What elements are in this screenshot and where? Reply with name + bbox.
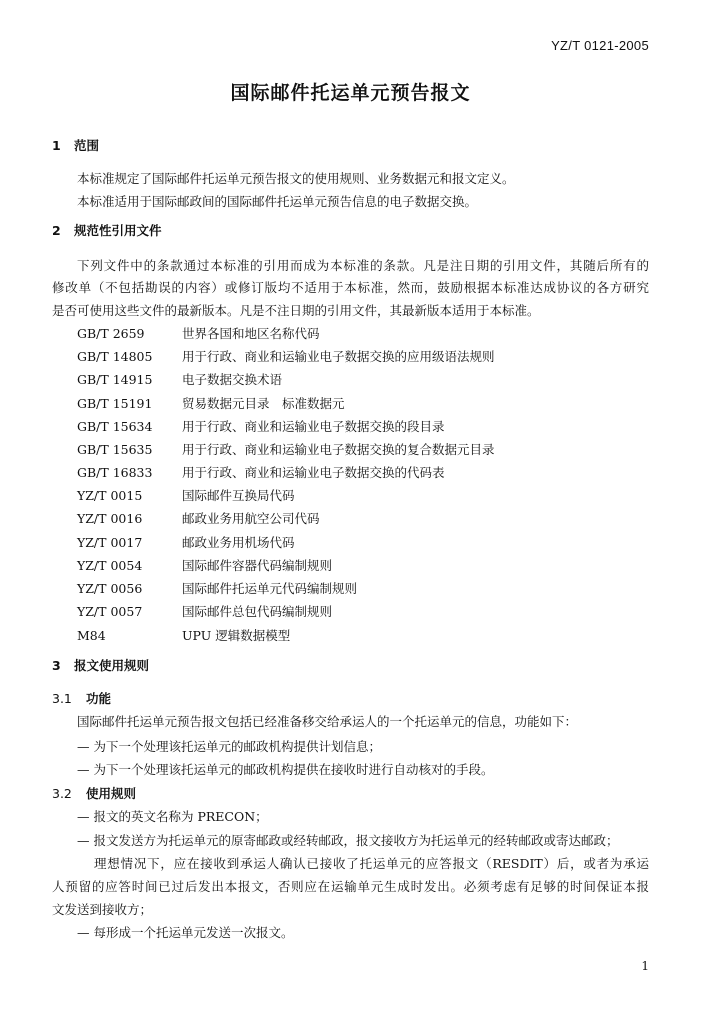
reference-row [77,348,495,366]
section-2-title: 规范性引用文件 [74,223,162,238]
section-1-paragraph-1: 本标准规定了国际邮件托运单元预告报文的使用规则、业务数据元和报文定义。 [77,171,515,186]
section-1-title: 范围 [74,138,100,153]
reference-row [77,557,332,575]
reference-row [77,534,295,552]
reference-title: 用于行政、商业和运输业电子数据交换的应用级语法规则 [182,349,495,364]
subsection-3-1-item-1: — 为下一个处理该托运单元的邮政机构提供计划信息； [77,739,381,754]
reference-row [77,395,345,413]
reference-title: 电子数据交换术语 [182,372,283,387]
section-2-intro-line-3: 是否可使用这些文件的最新版本。凡是不注日期的引用文件，其最新版本适用于本标准。 [52,303,540,318]
reference-code: GB/T 15191 [77,396,153,411]
subsection-3-1-paragraph: 国际邮件托运单元预告报文包括已经准备移交给承运人的一个托运单元的信息，功能如下： [77,714,578,729]
reference-row [77,487,295,505]
reference-code: YZ/T 0054 [77,558,143,573]
reference-row [77,371,282,389]
subsection-3-1-title: 功能 [86,691,112,706]
reference-code: YZ/T 0017 [77,535,143,550]
subsection-3-2-heading [52,785,136,803]
reference-row [77,627,290,645]
reference-title: 贸易数据元目录 标准数据元 [182,396,345,411]
reference-row [77,418,445,436]
standard-code: YZ/T 0121-2005 [551,38,649,53]
section-3-number: 3 [52,658,61,673]
section-2-intro-line-2: 修改单（不包括勘误的内容）或修订版均不适用于本标准，然而，鼓励根据本标准达成协议的各方研究 [52,280,649,295]
reference-row [77,603,332,621]
reference-row [77,441,495,459]
section-2-number: 2 [52,223,61,238]
subsection-3-2-title: 使用规则 [86,786,137,801]
reference-code: YZ/T 0057 [77,604,143,619]
reference-row [77,580,357,598]
reference-row [77,464,445,482]
reference-row [77,510,320,528]
reference-row [77,325,320,343]
reference-title: 用于行政、商业和运输业电子数据交换的复合数据元目录 [182,442,495,457]
reference-title: 国际邮件互换局代码 [182,488,295,503]
reference-code: GB/T 14915 [77,372,153,387]
subsection-3-2-item-2-continuation-2: 人预留的应答时间已过后发出本报文，否则应在运输单元生成时发出。必须考虑有足够的时间保证本报 [52,879,649,894]
reference-code: GB/T 15634 [77,419,153,434]
subsection-3-1-heading [52,690,111,708]
reference-code: YZ/T 0016 [77,511,143,526]
subsection-3-2-item-2-continuation-3: 文发送到接收方； [52,902,153,917]
subsection-3-1-item-2: — 为下一个处理该托运单元的邮政机构提供在接收时进行自动核对的手段。 [77,762,494,777]
reference-code: GB/T 16833 [77,465,153,480]
reference-title: 用于行政、商业和运输业电子数据交换的代码表 [182,465,445,480]
subsection-3-2-item-3: — 每形成一个托运单元发送一次报文。 [77,925,294,940]
section-3-title: 报文使用规则 [74,658,150,673]
section-3-heading [52,657,149,675]
section-2-intro-line-1: 下列文件中的条款通过本标准的引用而成为本标准的条款。凡是注日期的引用文件，其随后所有的 [77,258,649,273]
reference-title: 世界各国和地区名称代码 [182,326,320,341]
subsection-3-2-item-1: — 报文的英文名称为 PRECON； [77,809,268,824]
reference-code: GB/T 14805 [77,349,153,364]
reference-code: M84 [77,628,106,643]
page-number: 1 [641,959,649,973]
section-1-paragraph-2: 本标准适用于国际邮政间的国际邮件托运单元预告信息的电子数据交换。 [77,194,478,209]
reference-code: GB/T 15635 [77,442,153,457]
reference-title: 邮政业务用航空公司代码 [182,511,320,526]
subsection-3-2-number: 3.2 [52,786,72,801]
reference-code: YZ/T 0015 [77,488,143,503]
section-1-number: 1 [52,138,61,153]
document-title: 国际邮件托运单元预告报文 [230,82,471,104]
reference-title: 国际邮件总包代码编制规则 [182,604,333,619]
reference-title: UPU 逻辑数据模型 [182,628,291,643]
reference-title: 用于行政、商业和运输业电子数据交换的段目录 [182,419,445,434]
reference-code: YZ/T 0056 [77,581,143,596]
section-1-heading [52,137,99,155]
subsection-3-2-item-2: — 报文发送方为托运单元的原寄邮政或经转邮政，报文接收方为托运单元的经转邮政或寄达邮政； [77,833,619,848]
subsection-3-1-number: 3.1 [52,691,72,706]
reference-code: GB/T 2659 [77,326,145,341]
section-2-heading [52,222,162,240]
reference-title: 国际邮件托运单元代码编制规则 [182,581,358,596]
reference-title: 邮政业务用机场代码 [182,535,295,550]
reference-title: 国际邮件容器代码编制规则 [182,558,333,573]
subsection-3-2-item-2-continuation-1: 理想情况下，应在接收到承运人确认已接收了托运单元的应答报文（RESDIT）后，或者为承运 [94,856,649,871]
